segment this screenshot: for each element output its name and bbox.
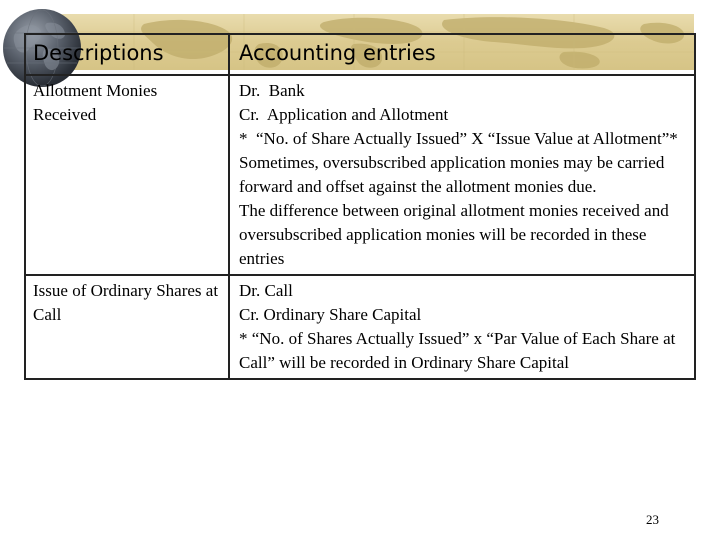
accounting-entries-table <box>24 33 696 380</box>
row-accounting-entry <box>229 75 695 275</box>
page-number: 23 <box>646 512 659 527</box>
entry-line: Dr. Bank <box>239 81 305 100</box>
entry-line: Dr. Call <box>239 281 293 300</box>
entry-line: The difference between original allotment monies received and oversubscribed application monies will be recorded in these entries <box>239 201 673 268</box>
header-descriptions: Descriptions <box>25 34 229 75</box>
entry-line: Cr. Ordinary Share Capital <box>239 305 422 324</box>
entry-line: * “No. of Shares Actually Issued” x “Par Value of Each Share at Call” will be recorded in Ordinary Share Capital <box>239 329 680 372</box>
table-row <box>25 275 695 379</box>
row-description: Issue of Ordinary Shares at Call <box>25 275 229 379</box>
entry-line: Cr. Application and Allotment <box>239 105 449 124</box>
header-accounting-entries: Accounting entries <box>229 34 695 75</box>
table-header-row <box>25 34 695 75</box>
table-row <box>25 75 695 275</box>
entry-line: * “No. of Share Actually Issued” X “Issue Value at Allotment”* Sometimes, oversubscribed application monies may be carried forward and offset against the allotment monies due. <box>239 129 687 196</box>
row-accounting-entry <box>229 275 695 379</box>
row-description: Allotment Monies Received <box>25 75 229 275</box>
